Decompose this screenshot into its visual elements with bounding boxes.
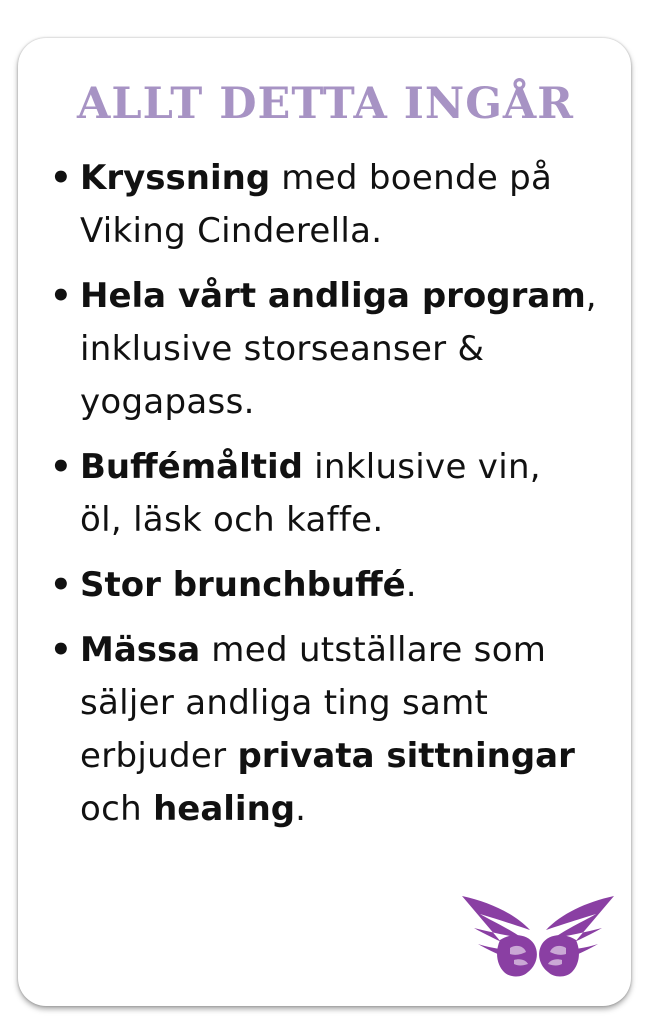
item-text: och (80, 789, 154, 829)
item-text: inklusive storseanser & (80, 329, 485, 369)
bullet: • (50, 158, 72, 198)
item-text: med utställare som (200, 630, 547, 670)
list-item-buffet (48, 441, 608, 547)
item-text: öl, läsk och kaffe. (80, 500, 384, 540)
item-text: med boende på (270, 158, 553, 198)
item-bold-text: Mässa (80, 630, 201, 670)
bullet: • (50, 565, 72, 605)
list-item-brunch (48, 559, 608, 612)
list-item-fair (48, 624, 608, 836)
list-item-cruise (48, 152, 608, 258)
item-text: yogapass. (80, 382, 255, 422)
item-text: erbjuder (80, 736, 238, 776)
item-text: inklusive vin, (303, 447, 541, 487)
item-bold-text: privata sittningar (237, 736, 575, 776)
bullet: • (50, 276, 72, 316)
bullet: • (50, 447, 72, 487)
item-text: Viking Cinderella. (80, 211, 383, 251)
item-bold-text: Buffémåltid (80, 447, 303, 487)
bullet: • (50, 630, 72, 670)
card-title: ALLT DETTA INGÅR (76, 79, 575, 129)
list-item-program (48, 270, 608, 429)
item-text: , (585, 276, 597, 316)
item-bold-text: healing (153, 789, 296, 829)
item-text: . (405, 565, 417, 605)
item-bold-text: Kryssning (80, 158, 271, 198)
included-list (48, 152, 608, 848)
angel-wings-icon (460, 892, 616, 982)
item-text: säljer andliga ting samt (80, 683, 489, 723)
item-bold-text: Stor brunchbuffé (80, 565, 406, 605)
item-bold-text: Hela vårt andliga program (80, 276, 586, 316)
item-text: . (295, 789, 307, 829)
